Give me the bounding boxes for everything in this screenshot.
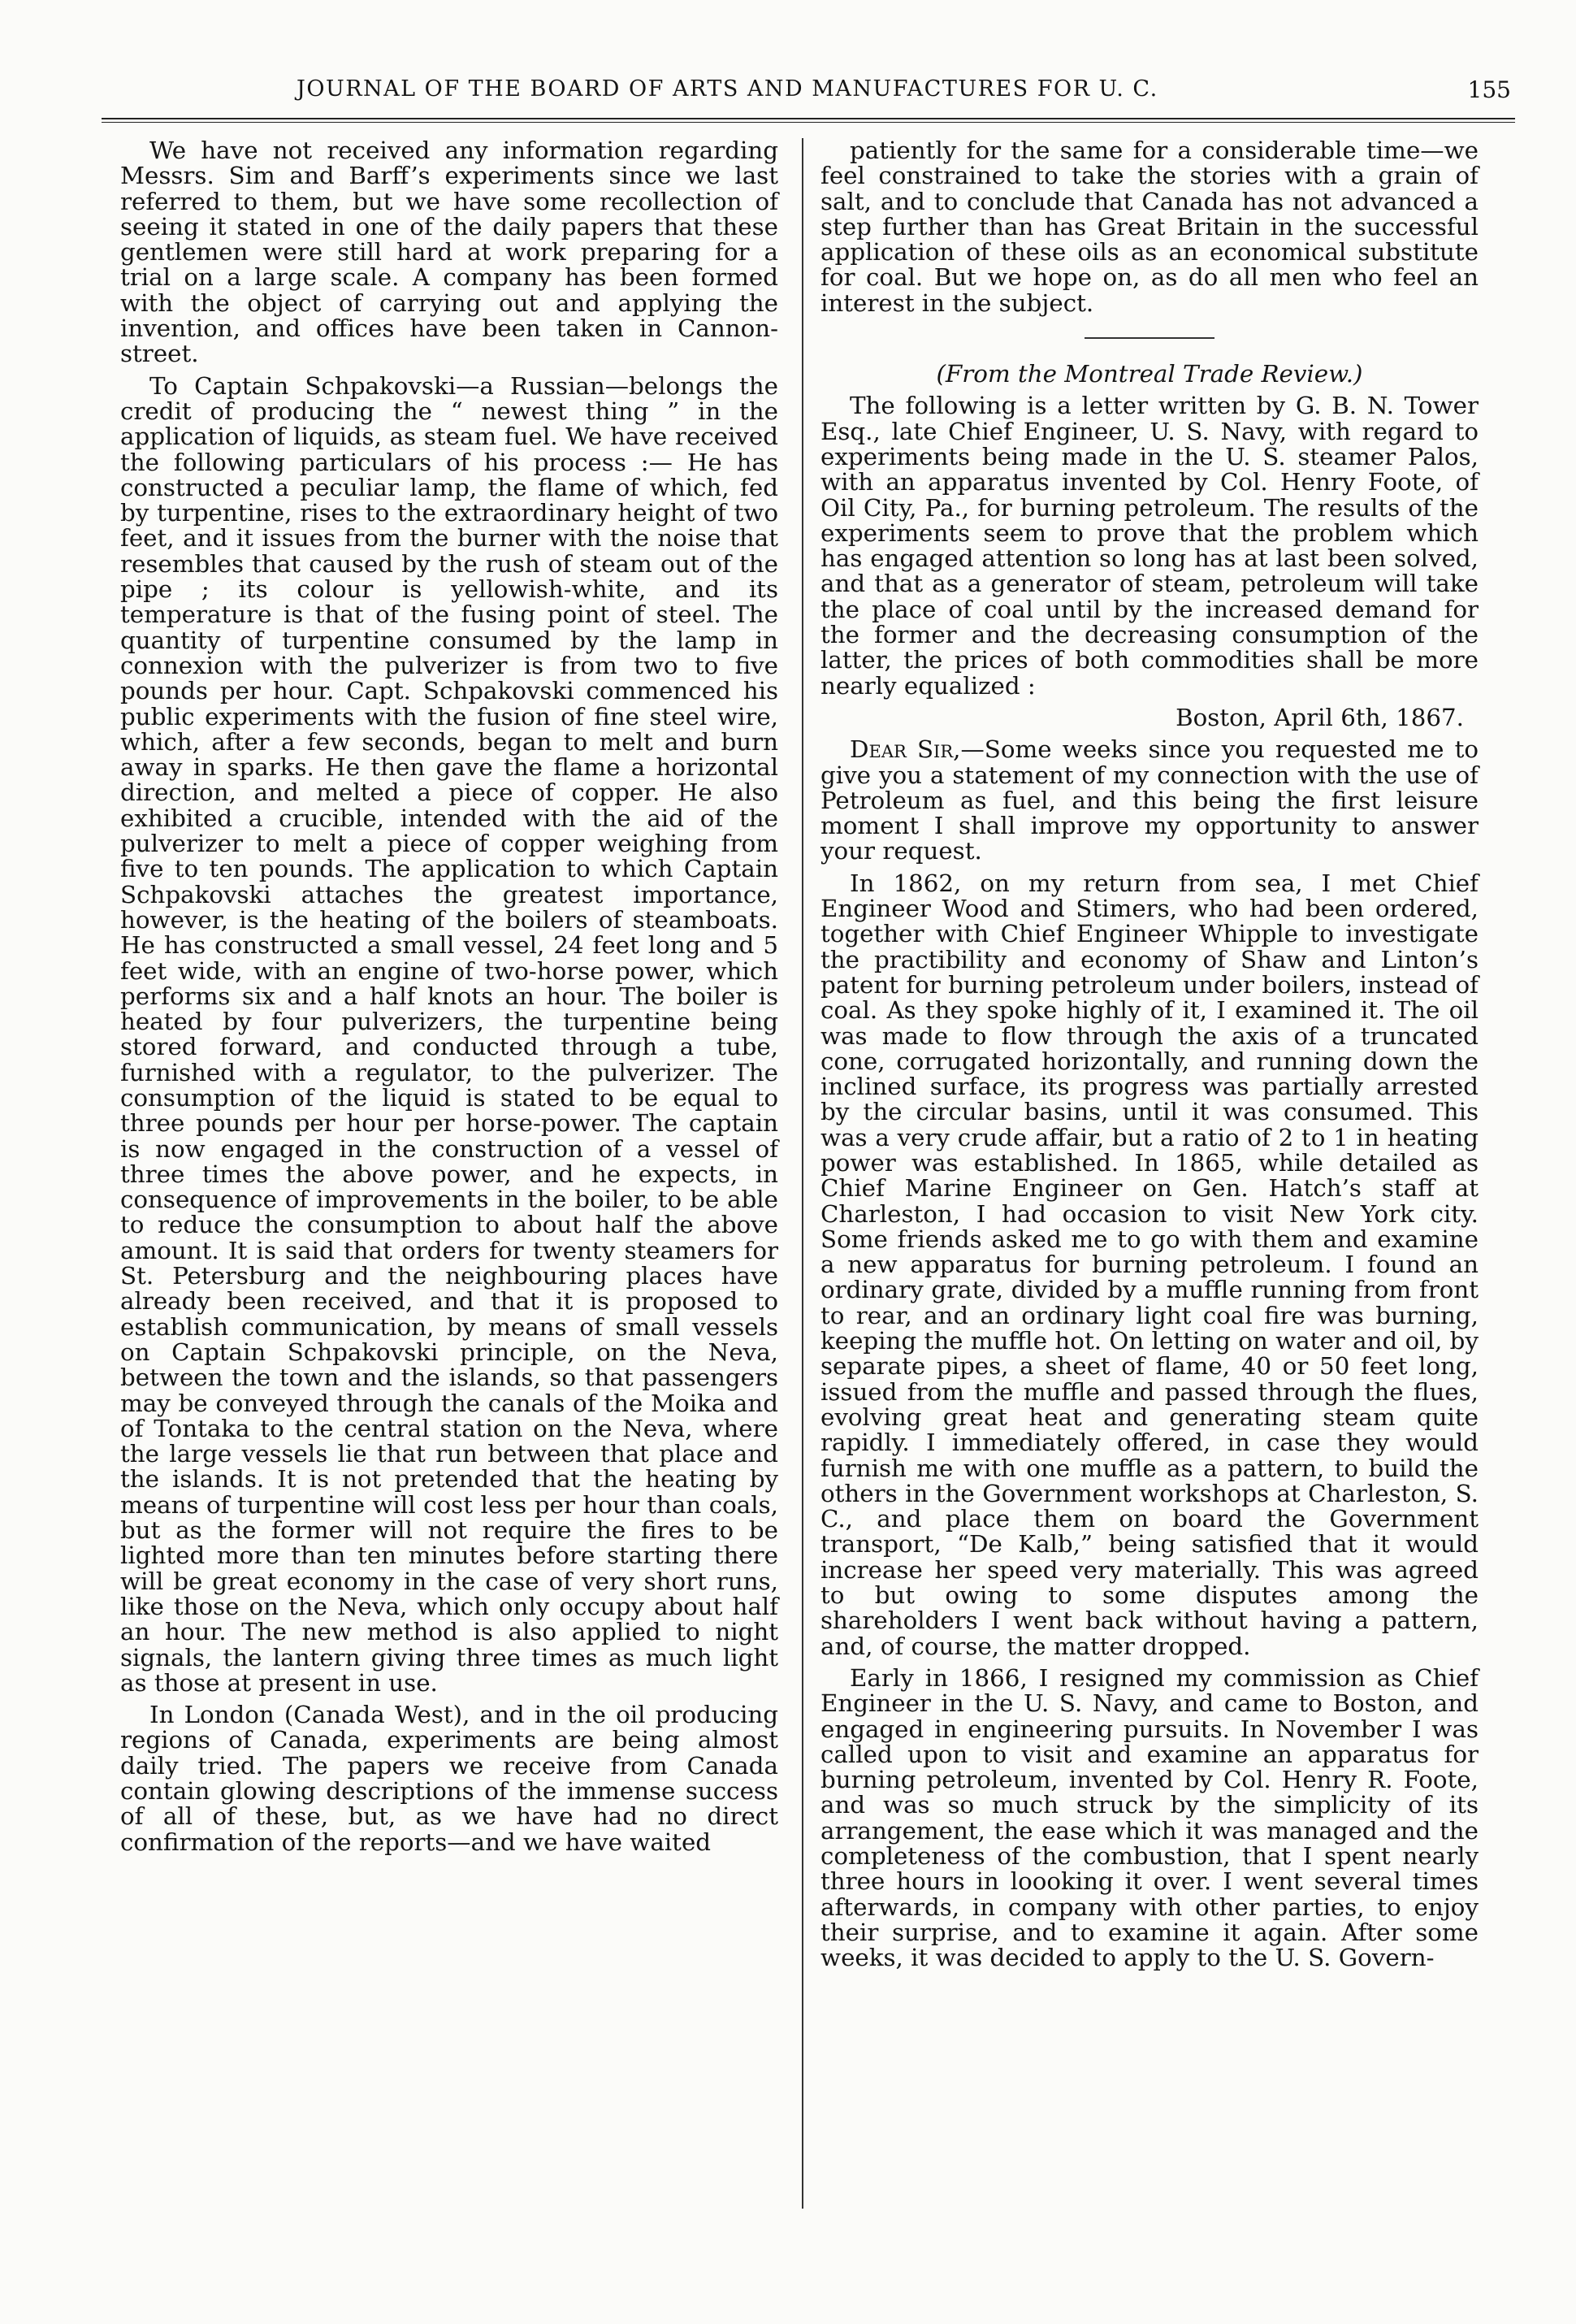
- section-divider: [1085, 337, 1214, 339]
- paragraph-1866-account: Early in 1866, I resigned my commission as Chief Engineer in the U. S. Navy, and came to Boston, and engaged in engineering pursuits. In November I was called upon to visit and examine an apparatus for burning petroleum, invented by Col. Henry R. Foote, and was so much struck by the simplicity of its arrangement, the ease which it was managed and the completeness of the combustion, that I spent nearly three hours in loooking it over. I went several times afterwards, in company with other parties, to enjoy their surprise, and to examine it again. After some weeks, it was decided to apply to the U. S. Govern-: [820, 1663, 1479, 1972]
- paragraph-continuation: patiently for the same for a considerable time—we feel constrained to take the stories with a grain of salt, and to conclude that Canada has not advanced a step further than has Great Britain in the successful application of these oils as an economical substitute for coal. But we hope on, as do all men who feel an interest in the subject.: [820, 137, 1479, 317]
- letter-salutation: Dear Sir,: [850, 735, 961, 764]
- letter-dateline: Boston, April 6th, 1867.: [1176, 703, 1464, 731]
- paragraph-letter-opening: [820, 737, 1479, 864]
- paragraph-sim-barff: We have not received any information regarding Messrs. Sim and Barff’s experiments since we last referred to them, but we have some recollection of seeing it stated in one of the daily papers that these gentlemen were still hard at work preparing for a trial on a large scale. A company has been formed with the object of carrying out and applying the invention, and offices have been taken in Cannon-street.: [120, 137, 778, 368]
- paragraph-schpakovski: To Captain Schpakovski—a Russian—belongs the credit of producing the “ newest thing ” in the application of liquids, as steam fuel. We have received the following particulars of his process :— He has constructed a peculiar lamp, the flame of which, fed by turpentine, rises to the extraordinary height of two feet, and it issues from the burner with the noise that resembles that caused by the rush of steam out of the pipe ; its colour is yellowish-white, and its temperature is that of the fusing point of steel. The quantity of turpentine consumed by the lamp in connexion with the pulverizer is from two to five pounds per hour. Capt. Schpakovski commenced his public experiments with the fusion of fine steel wire, which, after a few seconds, began to melt and burn away in sparks. He then gave the flame a horizontal direction, and melted a piece of copper. He also exhibited a crucible, intended with the aid of the pulverizer to melt a piece of copper weighing from five to ten pounds. The application to which Captain Schpakovski attaches the greatest importance, however, is the heating of the boilers of steamboats. He has constructed a small vessel, 24 feet long and 5 feet wide, with an engine of two-horse power, which performs six and a half knots an hour. The boiler is heated by four pulverizers, the turpentine being stored forward, and conducted through a tube, furnished with a regulator, to the pulverizer. The consumption of the liquid is stated to be equal to three pounds per hour per horse-power. The captain is now engaged in the construction of a vessel of three times the above power, and he expects, in consequence of improvements in the boiler, to be able to reduce the consumption to about half the above amount. It is said that orders for twenty steamers for St. Petersburg and the neighbouring places have already been received, and that it is proposed to establish communication, by means of small vessels on Captain Schpakovski principle, on the Neva, between the town and the islands, so that passengers may be conveyed through the canals of the Moika and of Tontaka to the central station on the Neva, where the large vessels lie that run between that place and the islands. It is not pretended that the heating by means of turpentine will cost less per hour than coals, but as the former will not require the fires to be lighted more than ten minutes before starting there will be great economy in the case of very short runs, like those on the Neva, which only occupy about half an hour. The new method is also applied to night signals, the lantern giving three times as much light as those at present in use.: [120, 371, 778, 1697]
- left-column: [120, 138, 778, 1855]
- paragraph-tower-letter-intro: The following is a letter written by G. B. N. Tower Esq., late Chief Engineer, U. S. Navy, with regard to experiments being made in the U. S. steamer Palos, with an apparatus invented by Col. Henry Foote, of Oil City, Pa., for burning petroleum. The results of the experiments seem to prove that the problem which has engaged attention so long has at last been solved, and that as a generator of steam, petroleum will take the place of coal until by the increased demand for the former and the decreasing consumption of the latter, the prices of both commodities shall be more nearly equalized :: [820, 392, 1479, 700]
- running-header: [102, 73, 1511, 115]
- letter-opening-text: —Some weeks since you requested me to give you a statement of my connection with the use of Petroleum as fuel, and this being the first leisure moment I shall improve my opportunity to answer your request.: [820, 735, 1479, 865]
- journal-title: JOURNAL OF THE BOARD OF ARTS AND MANUFACTURES FOR U. C.: [297, 76, 1158, 102]
- header-rule: [102, 118, 1515, 123]
- paragraph-london-canada-west: In London (Canada West), and in the oil producing regions of Canada, experiments are being almost daily tried. The papers we receive from Canada contain glowing descriptions of the immense success of all of these, but, as we have had no direct confirmation of the reports—and we have waited: [120, 1701, 778, 1856]
- right-column: [820, 138, 1479, 1971]
- paragraph-1862-account: In 1862, on my return from sea, I met Chief Engineer Wood and Stimers, who had been ordered, together with Chief Engineer Whipple to investigate the practibility and economy of Shaw and Linton’s patent for burning petroleum under boilers, instead of coal. As they spoke highly of it, I examined it. The oil was made to flow through the axis of a truncated cone, corrugated horizontally, and running down the inclined surface, its progress was partially arrested by the circular basins, until it was consumed. This was a very crude affair, but a ratio of 2 to 1 in heating power was established. In 1865, while detailed as Chief Marine Engineer on Gen. Hatch’s staff at Charleston, I had occasion to visit New York city. Some friends asked me to go with them and examine a new apparatus for burning petroleum. I found an ordinary grate, divided by a muffle running from front to rear, and an ordinary light coal fire was burning, keeping the muffle hot. On letting on water and oil, by separate pipes, a sheet of flame, 40 or 50 feet long, issued from the muffle and passed through the flues, evolving great heat and generating steam quite rapidly. I immediately offered, in case they would furnish me with one muffle as a pattern, to build the others in the Government workshops at Charleston, S. C., and place them on board the Government transport, “De Kalb,” being satisfied that it would increase her speed very materially. This was agreed to but owing to some disputes among the shareholders I went back without having a pattern, and, of course, the matter dropped.: [820, 869, 1479, 1660]
- page-number: 155: [1467, 76, 1511, 103]
- column-divider: [802, 138, 803, 2209]
- source-attribution: (From the Montreal Trade Review.): [936, 360, 1363, 388]
